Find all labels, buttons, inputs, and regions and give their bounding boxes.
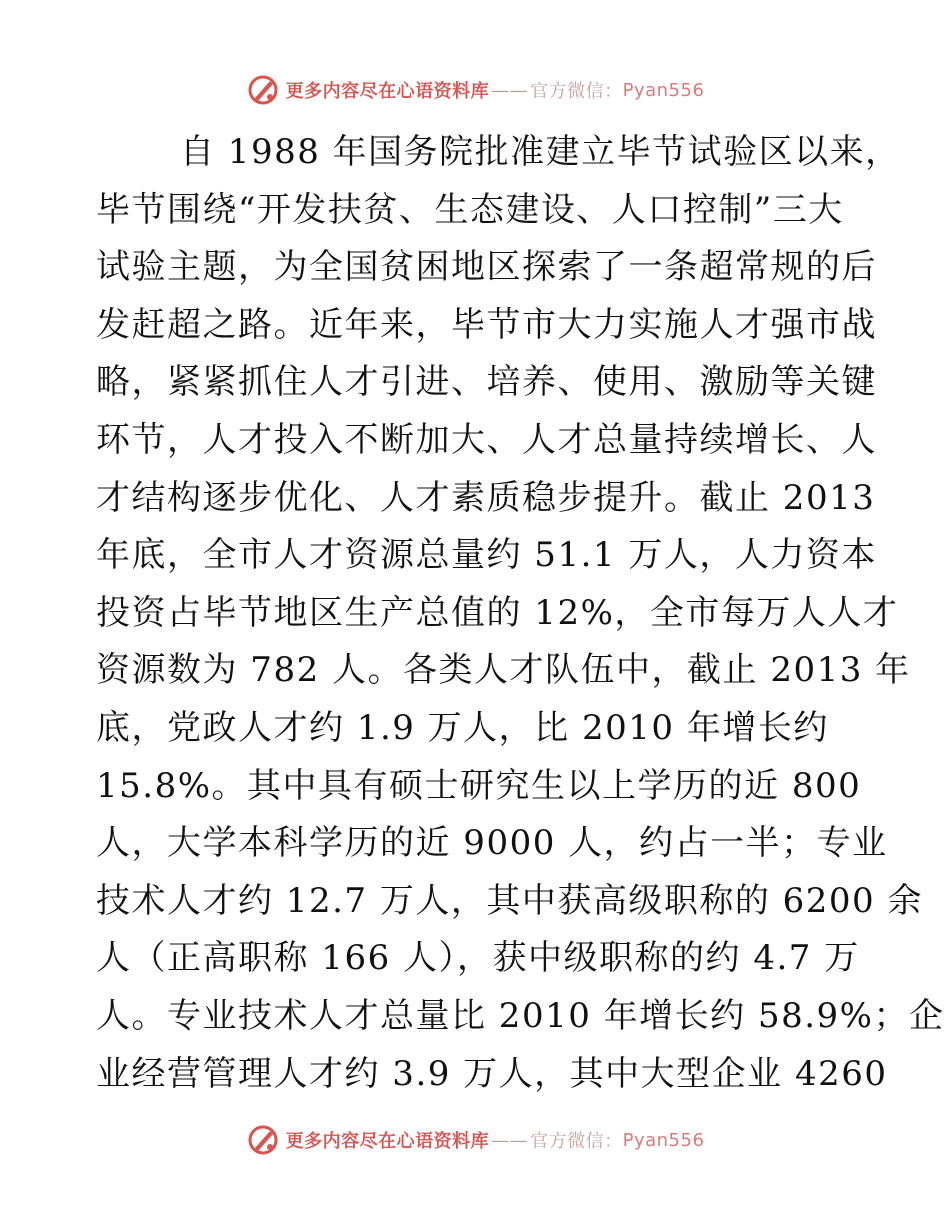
paragraph-line: 年底，全市人才资源总量约 51.1 万人，人力资本 <box>96 535 877 576</box>
watermark-prefix: 更多内容尽在心语资料库 <box>285 1131 490 1152</box>
header-watermark <box>0 70 950 110</box>
pen-logo-icon <box>246 1123 280 1157</box>
paragraph-line: 自 1988 年国务院批准建立毕节试验区以来， <box>180 132 901 172</box>
watermark-official-label: 官方微信： <box>530 81 623 102</box>
watermark-separator: —— <box>491 79 529 101</box>
watermark-wechat-id: Pyan556 <box>622 1129 705 1151</box>
paragraph-line: 底，党政人才约 1.9 万人，比 2010 年增长约 <box>96 707 829 748</box>
paragraph-line: 发赶超之路。近年来，毕节市大力实施人才强市战 <box>96 304 877 345</box>
paragraph-line: 毕节围绕“开发扶贫、生态建设、人口控制”三大 <box>96 189 844 230</box>
paragraph-line: 资源数为 782 人。各类人才队伍中，截止 2013 年 <box>96 650 911 691</box>
paragraph-line: 业经营管理人才约 3.9 万人，其中大型企业 4260 <box>96 1053 888 1094</box>
watermark-official-label: 官方微信： <box>530 1131 623 1152</box>
paragraph-line: 技术人才约 12.7 万人，其中获高级职称的 6200 余 <box>96 880 923 921</box>
paragraph-line: 略，紧紧抓住人才引进、培养、使用、激励等关键 <box>96 362 877 403</box>
watermark-wechat-id: Pyan556 <box>622 79 705 101</box>
paragraph-line: 人（正高职称 166 人），获中级职称的约 4.7 万 <box>96 938 860 979</box>
pen-logo-icon <box>246 73 280 107</box>
watermark-prefix: 更多内容尽在心语资料库 <box>285 81 490 102</box>
paragraph-line: 试验主题，为全国贫困地区探索了一条超常规的后 <box>96 247 877 288</box>
paragraph-line: 才结构逐步优化、人才素质稳步提升。截止 2013 <box>96 477 876 518</box>
paragraph-line: 环节，人才投入不断加大、人才总量持续增长、人 <box>96 419 877 460</box>
paragraph-line: 人。专业技术人才总量比 2010 年增长约 58.9%；企 <box>96 995 945 1036</box>
watermark-separator: —— <box>491 1129 529 1151</box>
footer-watermark <box>0 1120 950 1160</box>
paragraph-line: 投资占毕节地区生产总值的 12%，全市每万人人才 <box>96 592 899 633</box>
paragraph-line: 人，大学本科学历的近 9000 人，约占一半；专业 <box>96 823 888 864</box>
paragraph-line: 15.8%。其中具有硕士研究生以上学历的近 800 <box>96 765 862 806</box>
document-paragraph <box>96 124 945 1103</box>
